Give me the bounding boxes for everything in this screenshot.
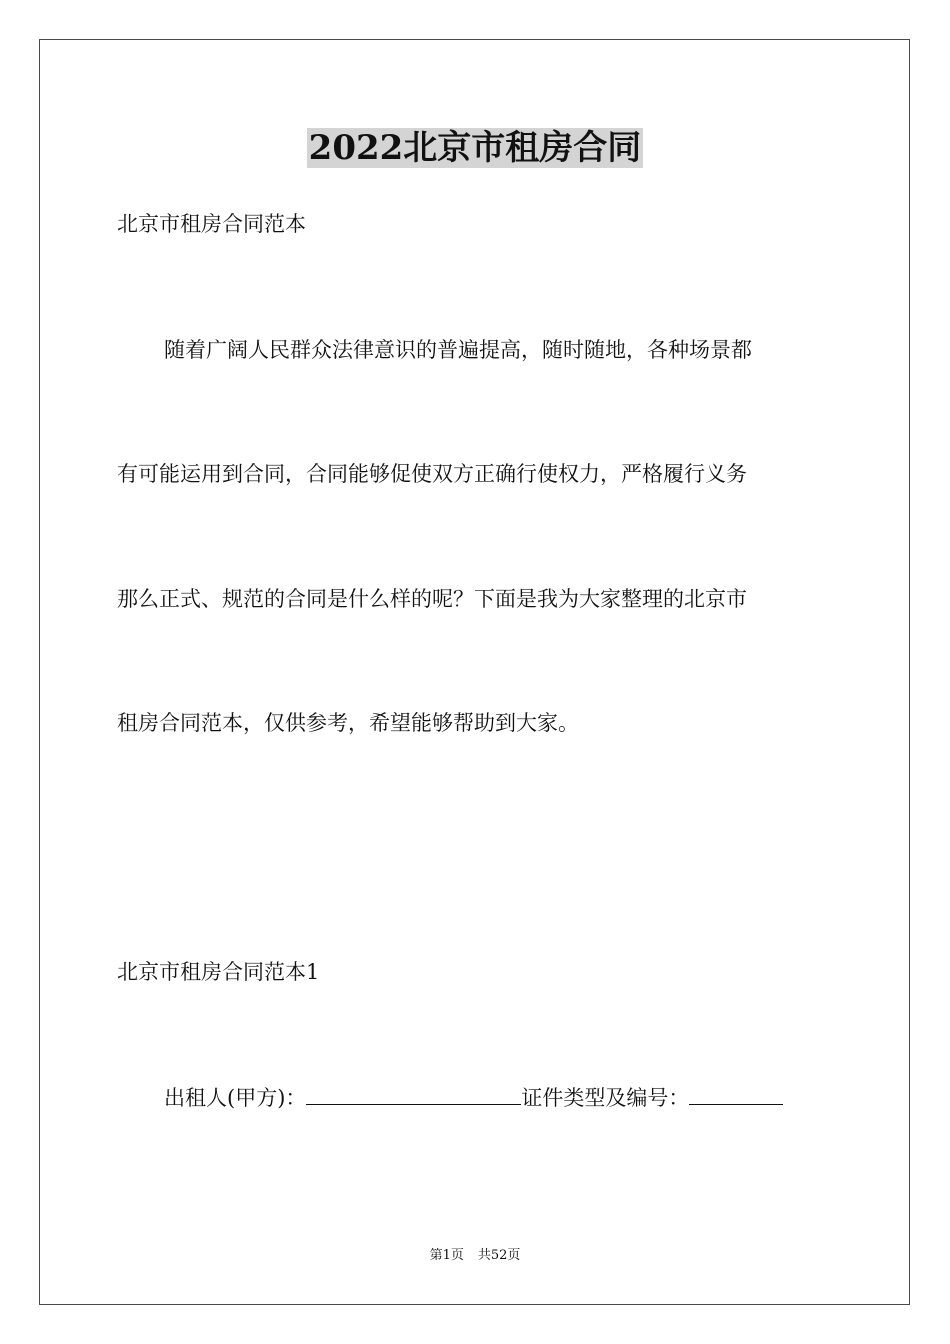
section-heading: 北京市租房合同范本1: [117, 960, 320, 984]
paragraph-line: 有可能运用到合同，合同能够促使双方正确行使权力，严格履行义务: [117, 462, 747, 486]
page-total: 共52页: [477, 1248, 521, 1263]
lessor-blank: [306, 1082, 521, 1105]
document-title-text: 2022北京市租房合同: [308, 128, 642, 168]
document-subtitle: 北京市租房合同范本: [117, 212, 306, 236]
id-number-blank: [689, 1082, 783, 1105]
page-footer: [0, 1247, 950, 1265]
paragraph-line: 随着广阔人民群众法律意识的普遍提高，随时随地，各种场景都: [164, 338, 752, 362]
lessor-label: 出租人(甲方)：: [164, 1086, 307, 1110]
document-title: [0, 126, 950, 170]
lessor-field-line: [164, 1082, 783, 1112]
id-type-label: 证件类型及编号：: [521, 1086, 690, 1110]
paragraph-line: 那么正式、规范的合同是什么样的呢？下面是我为大家整理的北京市: [117, 587, 747, 611]
paragraph-line: 租房合同范本，仅供参考，希望能够帮助到大家。: [117, 711, 579, 735]
page-number: 第1页: [429, 1248, 464, 1263]
